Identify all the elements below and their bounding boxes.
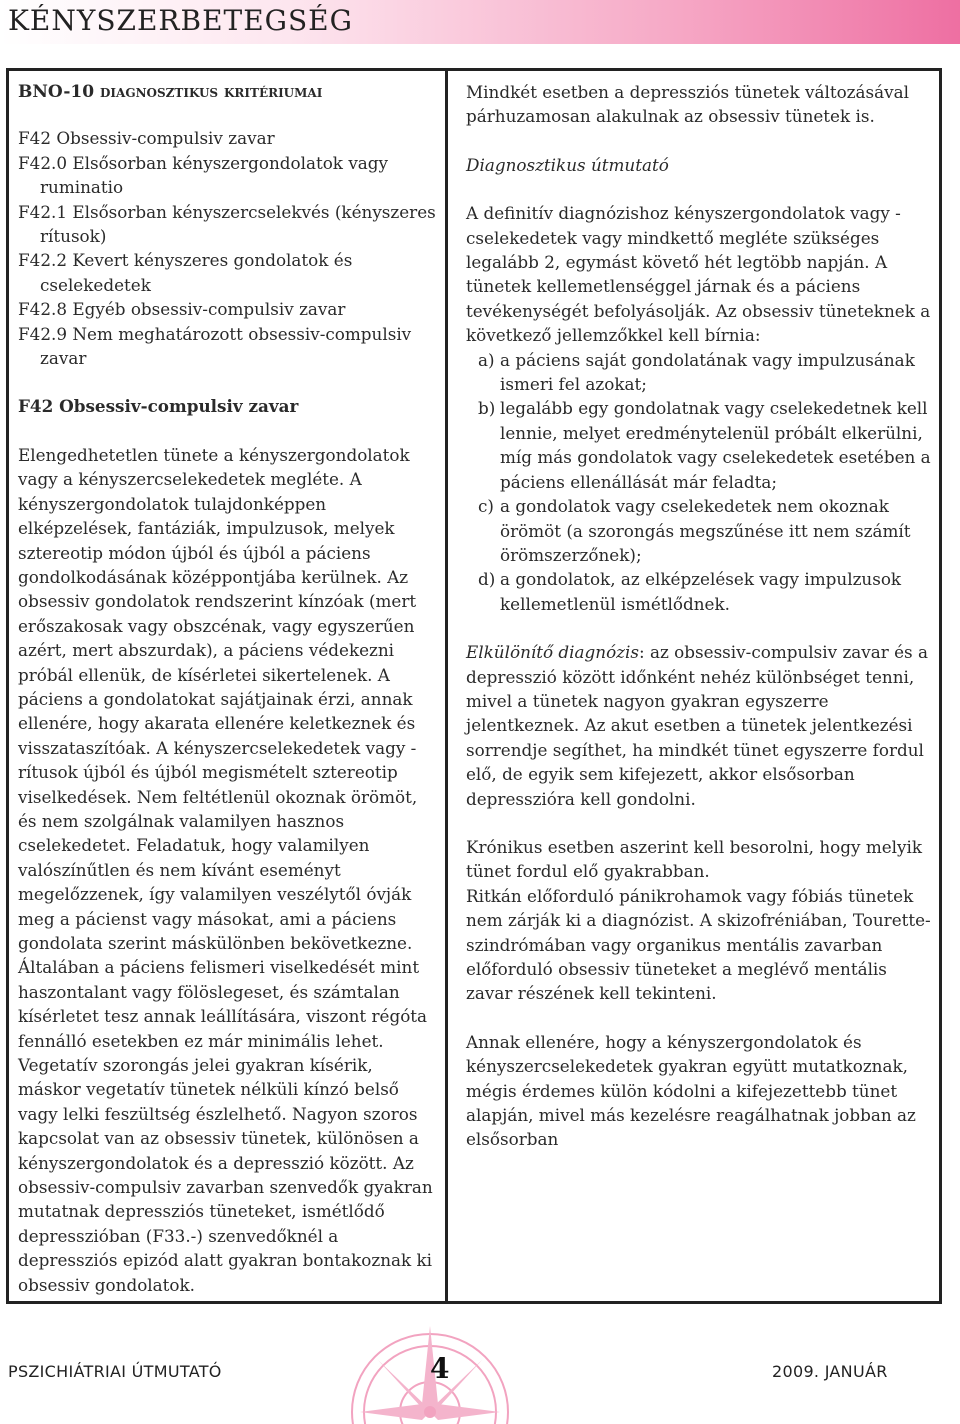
differential-text: : az obsessiv-compulsiv zavar és a depresszió között időnként nehéz különbséget tenni, mivel a tünetek nagyon gyakran egyszerre jelentkeznek. Az akut esetben a tünetek jelentkezési sorrendje segíthet, ha mindkét tünet egyszerre fordul elő, de egyik sem kifejezett, akkor elsősorban depresszióra kell gondolni. <box>466 642 929 809</box>
code-item: F42.8 Egyéb obsessiv-compulsiv zavar <box>18 299 346 320</box>
criteria-label: a) <box>478 349 495 370</box>
chronic-paragraph: Krónikus esetben aszerint kell besorolni, hogy melyik tünet fordul elő gyakrabban. <box>466 836 923 882</box>
kicker-label: diagnosztikus kritériumai <box>99 82 323 102</box>
right-column <box>466 80 936 1152</box>
guide-intro: A definitív diagnózishoz kényszergondolatok vagy -cselekedetek vagy mindkettő megléte szükséges legalább 2, egymást követő hét legtöbb napján. A tünetek kellemetlenséggel járnak és a páciens tevékenységét befolyásolják. Az obsessiv tüneteknek a következő jellemzőkkel kell bírnia: <box>466 203 931 346</box>
differential-paragraph <box>466 640 936 811</box>
criteria-text: a páciens saját gondolatának vagy impulzusának ismeri fel azokat; <box>500 349 915 395</box>
criteria-label: b) <box>478 398 496 419</box>
guide-heading: Diagnosztikus útmutató <box>466 154 669 175</box>
differential-label: Elkülönítő diagnózis <box>466 642 640 663</box>
section-subheading: F42 Obsessiv-compulsiv zavar <box>18 396 299 417</box>
criteria-label: c) <box>478 496 494 517</box>
criteria-item <box>466 396 936 494</box>
criteria-item <box>466 494 936 567</box>
rare-paragraph: Ritkán előforduló pánikrohamok vagy fóbiás tünetek nem zárják ki a diagnózist. A skizofréniában, Tourette-szindrómában vagy organikus mentális zavarban előforduló obsessiv tüneteket a meglévő mentális zavar részének kell tekinteni. <box>466 885 931 1004</box>
diagnosis-code-list <box>18 126 438 370</box>
column-divider <box>445 68 448 1304</box>
page-title: KÉNYSZERBETEGSÉG <box>8 4 353 37</box>
body-paragraph: Elengedhetetlen tünete a kényszergondolatok vagy a kényszercselekedetek megléte. A kényszergondolatok tulajdonképpen elképzelések, fantáziák, impulzusok, melyek sztereotip módon újból és újból a páciens gondolkodásának középpontjába kerülnek. Az obsessiv gondolatok rendszerint kínzóak (mert erőszakosak vagy obszcénak, vagy egyszerűen azért, mert abszurdak), a páciens védekezni próbál ellenük, de kísérletei sikertelenek. A páciens a gondolatokat sajátjainak érzi, annak ellenére, hogy akarata ellenére keletkeznek és visszataszítóak. A kényszercselekedetek vagy -rítusok újból és újból megismételt sztereotip viselkedések. Nem feltétlenül okoznak örömöt, és nem szolgálnak valamilyen hasznos cselekedetet. Feladatuk, hogy valamilyen valószínűtlen és nem kívánt eseményt megelőzzenek, így valamilyen veszélytől óvják meg a pácienst vagy másokat, ami a páciens gondolata szerint máskülönben bekövetkezne. Általában a páciens felismeri viselkedését mint haszontalant vagy fölöslegeset, és számtalan kísérletet tesz annak leállítására, viszont régóta fennálló esetekben ez már minimális lehet. Vegetatív szorongás jelei gyakran kísérik, máskor vegetatív tünetek nélküli kínzó belső vagy lelki feszültség észlelhető. Nagyon szoros kapcsolat van az obsessiv tünetek, különösen a kényszergondolatok és a depresszió között. Az obsessiv-compulsiv zavarban szenvedők gyakran mutatnak depressziós tüneteket, ismétlődő depresszióban (F33.-) szenvedőknél a depressziós epizód alatt gyakran bontakoznak ki obsessiv gondolatok. <box>18 444 433 1295</box>
paragraph-depression: Mindkét esetben a depressziós tünetek változásával párhuzamosan alakulnak az obsessiv tünetek is. <box>466 82 909 127</box>
kicker-code: BNO-10 <box>18 82 95 102</box>
code-item: F42.0 Elsősorban kényszergondolatok vagy ruminatio <box>18 152 389 198</box>
left-column <box>18 80 438 1297</box>
criteria-text: a gondolatok vagy cselekedetek nem okoznak örömöt (a szorongás megszűnése itt nem számít örömszerzőnek); <box>500 496 911 565</box>
code-item: F42.9 Nem meghatározott obsessiv-compulsiv zavar <box>18 323 412 369</box>
criteria-label: d) <box>478 569 496 590</box>
criteria-text: legalább egy gondolatnak vagy cselekedetnek kell lennie, melyet eredménytelenül próbált elkerülni, míg más gondolatok vagy cselekedetek esetében a páciens ellenállását már feladta; <box>500 398 931 492</box>
footer-date: 2009. JANUÁR <box>772 1362 888 1381</box>
criteria-item <box>466 567 936 616</box>
code-item: F42 Obsessiv-compulsiv zavar <box>18 128 275 149</box>
code-item: F42.2 Kevert kényszeres gondolatok és cselekedetek <box>18 250 353 295</box>
criteria-kicker <box>18 80 438 104</box>
criteria-item <box>466 348 936 397</box>
code-item: F42.1 Elsősorban kényszercselekvés (kényszeres rítusok) <box>18 201 436 247</box>
footer-publication: PSZICHIÁTRIAI ÚTMUTATÓ <box>8 1362 222 1381</box>
page-number: 4 <box>430 1352 450 1385</box>
criteria-text: a gondolatok, az elképzelések vagy impulzusok kellemetlenül ismétlődnek. <box>500 569 902 614</box>
criteria-list <box>466 348 936 616</box>
final-paragraph: Annak ellenére, hogy a kényszergondolatok és kényszercselekedetek gyakran együtt mutatkoznak, mégis érdemes külön kódolni a kifejezettebb tünet alapján, mivel más kezelésre reagálhatnak jobban az elsősorban <box>466 1031 916 1150</box>
